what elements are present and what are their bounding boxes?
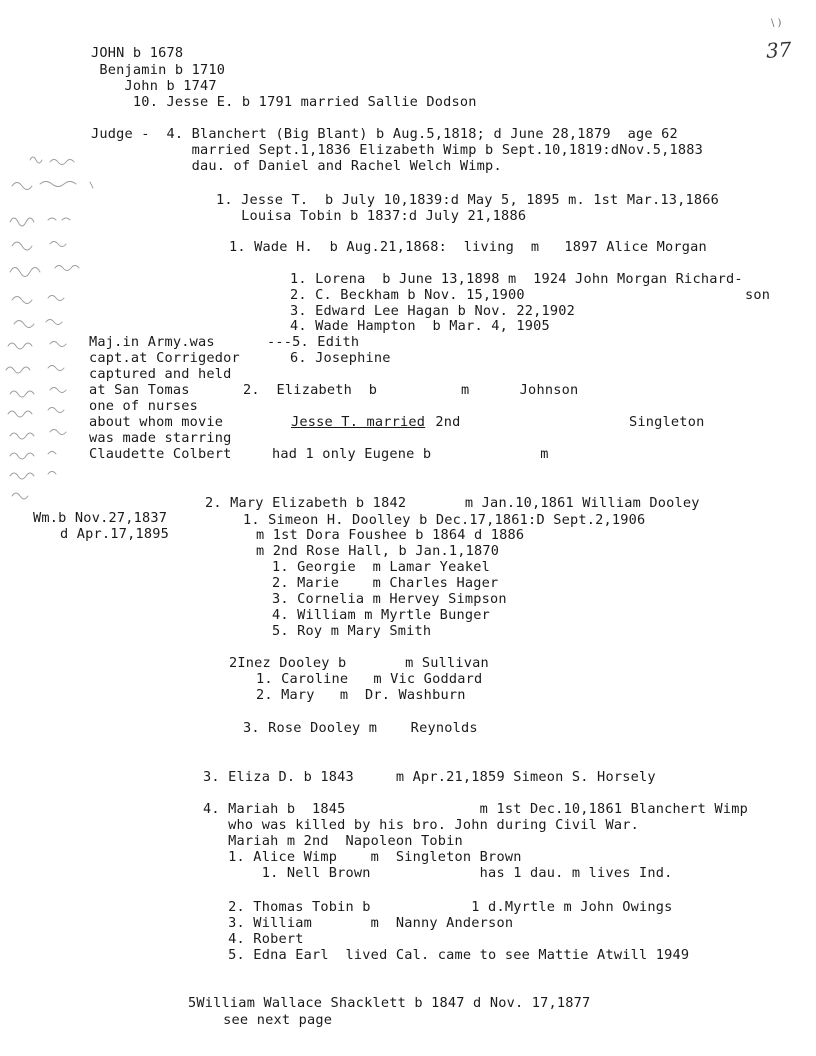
line: 2Inez Dooley b m Sullivan [229,655,489,671]
line: 1. Jesse T. b July 10,1839:d May 5, 1895 m. 1st Mar.13,1866 [216,192,720,208]
line: 1. Lorena b June 13,1898 m 1924 John Morgan Richard- [290,271,743,287]
line: Singleton [629,414,705,430]
line: one of nurses [89,398,198,414]
line: dau. of Daniel and Rachel Welch Wimp. [91,158,502,174]
line: 4. Mariah b 1845 m 1st Dec.10,1861 Blanchert Wimp [203,801,748,817]
line: 2. Mary Elizabeth b 1842 m Jan.10,1861 William Dooley [205,495,700,511]
line: Maj.in Army.was [89,334,215,350]
line: 5. Roy m Mary Smith [272,623,432,639]
line: m 2nd Rose Hall, b Jan.1,1870 [256,543,500,559]
line: m 1st Dora Foushee b 1864 d 1886 [256,527,525,543]
line: 2. C. Beckham b Nov. 15,1900 [290,287,525,303]
line: 4. Wade Hampton b Mar. 4, 1905 [290,318,550,334]
line: 2. Mary m Dr. Washburn [256,687,466,703]
line: d Apr.17,1895 [60,526,169,542]
line: Mariah m 2nd Napoleon Tobin [203,833,463,849]
line: capt.at Corrigedor [89,350,240,366]
line: at San Tomas [89,382,190,398]
line: Benjamin b 1710 [91,62,226,78]
pencil-margin-notes [0,0,100,520]
page-number: 37 [765,37,793,63]
line: 1. Alice Wimp m Singleton Brown [203,849,522,865]
line: 1. Caroline m Vic Goddard [256,671,483,687]
corner-mark: \ ) [771,18,782,29]
line: see next page [198,1012,333,1028]
line: ---5. Edith [267,334,360,350]
line: Wm.b Nov.27,1837 [33,510,168,526]
line: who was killed by his bro. John during Civil War. [203,817,639,833]
line: 5. Edna Earl lived Cal. came to see Mattie Atwill 1949 [203,947,690,963]
line: about whom movie [89,414,224,430]
line: 5William Wallace Shacklett b 1847 d Nov. 17,1877 [188,995,591,1011]
line: had 1 only Eugene b m [272,446,549,462]
line: married Sept.1,1836 Elizabeth Wimp b Sept.10,1819:dNov.5,1883 [91,142,704,158]
line: 4. William m Myrtle Bunger [272,607,490,623]
line: Louisa Tobin b 1837:d July 21,1886 [216,208,527,224]
line: 3. Cornelia m Hervey Simpson [272,591,507,607]
line: Judge - 4. Blanchert (Big Blant) b Aug.5,1818; d June 28,1879 age 62 [91,126,678,142]
line: was made starring [89,430,232,446]
line: 1. Nell Brown has 1 dau. m lives Ind. [203,865,673,881]
line: 3. William m Nanny Anderson [203,915,514,931]
line: Jesse T. married [291,414,426,430]
line: 4. Robert [203,931,304,947]
line: John b 1747 [91,78,217,94]
line: 10. Jesse E. b 1791 married Sallie Dodson [91,94,477,110]
line: 1. Simeon H. Doolley b Dec.17,1861:D Sept.2,1906 [243,512,646,528]
line: 1. Wade H. b Aug.21,1868: living m 1897 Alice Morgan [229,239,707,255]
line: captured and held [89,366,232,382]
line: 6. Josephine [290,350,391,366]
line: son [745,287,771,303]
line: 3. Rose Dooley m Reynolds [243,720,478,736]
line: Claudette Colbert [89,446,232,462]
line: 2nd [427,414,461,430]
line: 3. Edward Lee Hagan b Nov. 22,1902 [290,303,576,319]
line: 2. Marie m Charles Hager [272,575,499,591]
line: 1. Georgie m Lamar Yeakel [272,559,490,575]
line: JOHN b 1678 [91,45,184,61]
line: 3. Eliza D. b 1843 m Apr.21,1859 Simeon S. Horsely [203,769,656,785]
line: 2. Elizabeth b m Johnson [243,382,579,398]
line: 2. Thomas Tobin b 1 d.Myrtle m John Owings [203,899,673,915]
